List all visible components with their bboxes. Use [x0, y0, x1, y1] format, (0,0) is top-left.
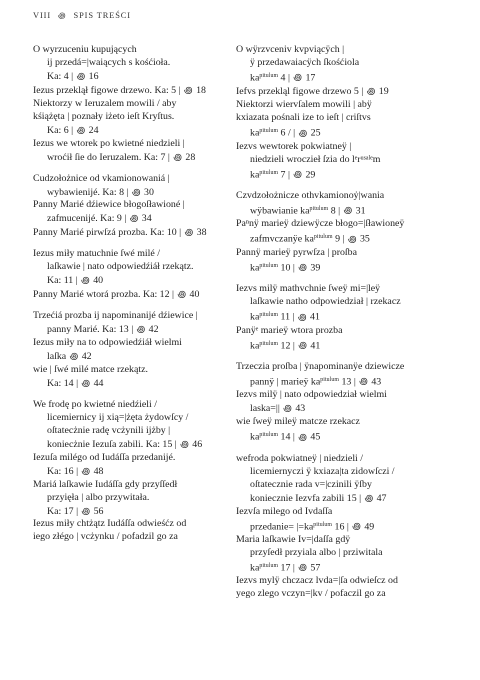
superscript-abbreviation: pitulum: [309, 205, 329, 212]
toc-text: Paⁿnÿ marieÿ dziewÿcze błogo=|ſławioneÿ: [236, 218, 405, 230]
toc-line: [33, 505, 243, 519]
toc-line: [236, 296, 446, 309]
toc-text: wefroda pokwiatneÿ | niedzieli /: [236, 452, 364, 464]
toc-line: [236, 506, 446, 519]
toc-line: [33, 98, 243, 111]
toc-text: Trzeczia proſba | ÿnapominanÿe dziewicze: [236, 361, 405, 373]
toc-line: [33, 261, 243, 274]
toc-text: ka: [250, 562, 260, 574]
toc-text: Ka: 16 |: [47, 465, 81, 477]
toc-text: 42: [146, 324, 159, 336]
toc-line: [236, 389, 446, 402]
toc-text: licemiernicy ij xią=|żęta żydowſcy /: [47, 411, 189, 423]
toc-text: ka: [250, 127, 260, 139]
toc-text: laſka: [47, 351, 69, 363]
toc-text: ka: [250, 431, 260, 443]
toc-text: Pannÿ marieÿ pyrwſza | proſba: [236, 246, 357, 258]
leaf-ornament-icon: ꩜: [81, 505, 91, 516]
toc-text: 40: [90, 275, 104, 287]
toc-text: Mariá laſkawie Iudáſſa gdy przyſſedł: [33, 478, 178, 490]
toc-line: [236, 402, 446, 416]
toc-line: [236, 231, 446, 246]
toc-line: [33, 44, 243, 57]
toc-text: Ka: 6 |: [47, 124, 76, 136]
toc-line: [33, 212, 243, 226]
leaf-ornament-icon: ꩜: [293, 169, 302, 180]
toc-text: 10 |: [278, 262, 298, 274]
toc-text: 35: [357, 233, 370, 245]
toc-text: 4 |: [278, 72, 293, 84]
toc-line: [236, 429, 446, 444]
toc-text: koniecznie Iezvfa zabili 15 |: [250, 492, 364, 504]
toc-line: [236, 112, 446, 125]
toc-line: [33, 399, 243, 412]
toc-line: [33, 138, 243, 151]
toc-text: 24: [86, 124, 99, 136]
toc-text: Panny Marié dźiewice błogoſławioné |: [33, 199, 185, 211]
toc-text: Ka: 14 |: [47, 377, 81, 389]
leaf-ornament-icon: ꩜: [81, 465, 91, 476]
toc-line: [236, 560, 446, 575]
toc-line: [33, 323, 243, 337]
toc-text: iego złégo | vcżynku / pofadzil go za: [33, 531, 178, 543]
leaf-ornament-icon: ꩜: [184, 84, 193, 95]
toc-line: [33, 248, 243, 261]
toc-text: laſkawie natho odpowiedział | rzekacz: [250, 296, 401, 308]
toc-text: 16 |: [332, 521, 352, 532]
leaf-ornament-icon: ꩜: [136, 324, 146, 335]
toc-line: [236, 479, 446, 492]
toc-line: [33, 364, 243, 377]
toc-line: [236, 99, 446, 112]
toc-text: Iezvſa milego od Ivdaſſa: [236, 505, 333, 517]
toc-text: 11 |: [278, 311, 297, 323]
toc-text: przyięła | albo przywitała.: [47, 491, 150, 503]
leaf-ornament-icon: ꩜: [297, 311, 307, 322]
toc-text: ka: [250, 169, 260, 181]
leaf-ornament-icon: ꩜: [359, 376, 368, 387]
toc-line: [33, 288, 243, 302]
toc-text: Maria laſkawie Iv=|daſſa gdÿ: [236, 533, 351, 545]
toc-text: wie | ſwé milé matce rzekątz.: [33, 363, 148, 375]
toc-line: [236, 190, 446, 203]
toc-text: Iezus miły na to odpowiedźiáł wielmi: [33, 337, 182, 349]
superscript-abbreviation: pitulum: [259, 72, 279, 79]
superscript-abbreviation: pitulum: [320, 376, 340, 383]
toc-text: 38: [194, 227, 207, 239]
toc-text: Iezus miły matuchnie ſwé milé /: [33, 248, 160, 260]
toc-text: 19: [376, 86, 389, 98]
toc-line: [236, 283, 446, 296]
toc-text: pannÿ | marieÿ ka: [250, 376, 321, 388]
toc-text: Iezuſa milégo od Iudáſſa przedanijé.: [33, 451, 176, 463]
toc-text: zafmvczanÿe ka: [250, 233, 314, 245]
toc-line: [236, 44, 446, 57]
toc-text: 12 |: [278, 340, 298, 352]
leaf-ornament-icon: ꩜: [58, 11, 67, 20]
toc-text: 16: [86, 70, 99, 82]
toc-text: Panny Marié pirwſzá prozba. Ka: 10 |: [33, 227, 184, 239]
toc-text: Ka: 11 |: [47, 275, 81, 287]
toc-line: [236, 588, 446, 601]
toc-text: 41: [307, 311, 320, 323]
toc-line: [33, 226, 243, 240]
leaf-ornament-icon: ꩜: [69, 351, 79, 362]
toc-line: [236, 85, 446, 99]
toc-line: [33, 377, 243, 391]
toc-text: wÿbawianie ka: [250, 205, 310, 217]
toc-text: ÿ przedawaiacÿch ſkośćiola: [250, 56, 360, 68]
toc-text: Iefvs przekląl figowe drzewo 5 |: [236, 86, 366, 98]
toc-text: 14 |: [278, 431, 298, 443]
toc-text: 7 |: [278, 169, 293, 181]
toc-line: [236, 534, 446, 547]
toc-line: [236, 416, 446, 429]
toc-text: 56: [91, 505, 104, 517]
leaf-ornament-icon: ꩜: [177, 289, 187, 300]
toc-text: 8 |: [328, 205, 343, 217]
toc-line: [33, 425, 243, 438]
left-column-modernized: [33, 44, 243, 544]
toc-line: [236, 70, 446, 85]
toc-text: koniecżnie Iezuſa zabili. Ka: 15 |: [47, 438, 180, 450]
page-number: VIII: [33, 10, 52, 20]
toc-line: [33, 186, 243, 200]
toc-line: [33, 492, 243, 505]
leaf-ornament-icon: ꩜: [298, 262, 307, 273]
toc-text: Panny Marié wtorá prozba. Ka: 12 |: [33, 289, 177, 301]
toc-text: Cudzołożnice od vkamionowaniá |: [33, 172, 170, 184]
toc-text: oſtatecznie rada v=|czinili ÿſby: [250, 478, 372, 490]
leaf-ornament-icon: ꩜: [298, 431, 307, 442]
toc-text: 46: [189, 438, 203, 450]
toc-line: [236, 247, 446, 260]
toc-text: 42: [79, 351, 92, 363]
toc-line: [33, 310, 243, 323]
toc-line: [236, 309, 446, 324]
superscript-abbreviation: pitulum: [259, 128, 279, 135]
right-column-original: [236, 44, 446, 601]
toc-line: [33, 531, 243, 544]
toc-text: laska=||: [250, 403, 283, 415]
toc-text: 9 |: [332, 233, 347, 245]
toc-text: We frodę po kwietné niedźieli /: [33, 398, 157, 410]
toc-text: Iezus we wtorek po kwietné niedzieli |: [33, 137, 185, 149]
toc-text: 6 / |: [278, 127, 298, 139]
toc-line: [33, 84, 243, 98]
toc-text: laſkawie | nato odpowiedźiáł rzekątz.: [47, 261, 194, 273]
toc-text: Iezus przeklął figowe drzewo. Ka: 5 |: [33, 84, 184, 96]
toc-text: Trzećiá prozba ij napominanijé dźiewice |: [33, 310, 198, 322]
toc-text: 45: [307, 431, 321, 443]
toc-text: ij przedá=|waiących s kośćioła.: [47, 56, 171, 68]
toc-line: [236, 325, 446, 338]
leaf-ornament-icon: ꩜: [298, 340, 307, 351]
toc-text: ka: [250, 311, 260, 323]
toc-text: 13 |: [339, 376, 359, 388]
toc-text: ka: [250, 72, 260, 84]
toc-text: 18: [193, 84, 206, 96]
toc-text: Ka: 4 |: [47, 70, 76, 82]
toc-text: 31: [353, 205, 366, 217]
toc-line: [236, 492, 446, 506]
toc-line: [33, 199, 243, 212]
toc-line: [236, 57, 446, 70]
toc-line: [236, 374, 446, 389]
toc-line: [236, 125, 446, 140]
toc-line: [236, 575, 446, 588]
toc-line: [33, 124, 243, 138]
toc-line: [236, 361, 446, 374]
toc-text: licemiernyczi ÿ kxiaza|ta zidowſczi /: [250, 465, 395, 477]
running-header: [33, 9, 131, 21]
toc-text: kśiążęta | poznały iżeto ieſt Kryſtus.: [33, 110, 175, 122]
toc-line: [33, 465, 243, 479]
toc-text: Iezvs mylÿ chczacz lvda=|ſa odwieſcz od: [236, 575, 398, 587]
toc-text: 41: [307, 340, 321, 352]
toc-text: Niektorzi wiervſalem mowili | abÿ: [236, 99, 372, 111]
toc-text: Iezus miły chtżątz Iudáſſa odwieśćz od: [33, 518, 187, 530]
toc-line: [33, 70, 243, 84]
toc-text: 39: [307, 262, 321, 274]
leaf-ornament-icon: ꩜: [352, 521, 361, 531]
toc-text: 30: [141, 186, 154, 198]
toc-line: [33, 173, 243, 186]
leaf-ornament-icon: ꩜: [184, 227, 194, 238]
toc-text: Niektorzy w Ieruzalem mowili / aby: [33, 97, 177, 109]
toc-text: Panÿᵉ marieÿ wtora prozba: [236, 324, 343, 336]
toc-text: O wyrzuceniu kupujących: [33, 44, 137, 55]
toc-text: oſtatecżnie radę vcżynili ijżby |: [47, 424, 171, 436]
toc-line: [236, 260, 446, 275]
superscript-abbreviation: pitulum: [259, 340, 279, 347]
toc-text: przedanie= |=ka: [250, 521, 314, 532]
toc-line: [33, 452, 243, 465]
toc-text: 34: [139, 213, 152, 225]
toc-line: [236, 203, 446, 218]
toc-text: yego zlego vczyn=|kv / pofaczil go za: [236, 588, 386, 600]
toc-line: [33, 274, 243, 288]
toc-line: [33, 350, 243, 364]
toc-text: panny Marié. Ka: 13 |: [47, 324, 136, 336]
toc-line: [33, 337, 243, 350]
toc-line: [236, 547, 446, 560]
toc-text: 25: [308, 127, 321, 139]
superscript-abbreviation: pitulum: [259, 562, 279, 569]
toc-text: wroćił ſie do Ieruzalem. Ka: 7 |: [47, 151, 173, 163]
toc-text: 43: [292, 403, 306, 415]
toc-line: [236, 338, 446, 353]
leaf-ornament-icon: ꩜: [347, 233, 357, 244]
superscript-abbreviation: pitulum: [259, 432, 279, 439]
header-title: SPIS TREŚCI: [73, 10, 131, 20]
toc-line: [236, 519, 446, 534]
leaf-ornament-icon: ꩜: [76, 70, 86, 81]
leaf-ornament-icon: ꩜: [293, 72, 302, 83]
leaf-ornament-icon: ꩜: [343, 205, 353, 216]
toc-text: 17: [302, 72, 316, 84]
toc-text: wybawienijé. Ka: 8 |: [47, 186, 131, 198]
toc-text: ka: [250, 262, 260, 274]
toc-text: 57: [307, 562, 321, 574]
toc-line: [33, 479, 243, 492]
toc-text: 43: [368, 376, 382, 388]
leaf-ornament-icon: ꩜: [180, 438, 189, 449]
superscript-abbreviation: pitulum: [313, 521, 333, 528]
toc-text: Ka: 17 |: [47, 505, 81, 517]
toc-text: 49: [361, 521, 375, 532]
superscript-abbreviation: pitulum: [259, 312, 279, 319]
superscript-abbreviation: pitulum: [313, 234, 333, 241]
toc-line: [33, 518, 243, 531]
toc-text: 29: [302, 169, 316, 181]
toc-text: Iezvs wewtorek pokwiatneÿ |: [236, 140, 352, 152]
toc-text: 44: [91, 377, 104, 389]
toc-line: [236, 154, 446, 167]
leaf-ornament-icon: ꩜: [81, 275, 90, 286]
superscript-abbreviation: pitulum: [259, 169, 279, 176]
superscript-abbreviation: pitulum: [259, 262, 279, 269]
toc-text: niedzieli wroczieł ſzia do lᵉrᵘˢᵃˡᵉm: [250, 153, 381, 165]
leaf-ornament-icon: ꩜: [173, 151, 182, 162]
toc-line: [236, 466, 446, 479]
leaf-ornament-icon: ꩜: [298, 127, 308, 138]
toc-text: O wÿrzvceniv kvpviącÿch |: [236, 44, 345, 55]
leaf-ornament-icon: ꩜: [298, 562, 307, 573]
toc-text: zafmucenijé. Ka: 9 |: [47, 213, 129, 225]
leaf-ornament-icon: ꩜: [131, 186, 141, 197]
toc-line: [236, 218, 446, 231]
leaf-ornament-icon: ꩜: [129, 213, 139, 224]
toc-line: [33, 151, 243, 165]
toc-text: 47: [374, 492, 387, 504]
toc-line: [236, 141, 446, 154]
leaf-ornament-icon: ꩜: [76, 124, 86, 135]
toc-text: Iezvs milÿ | nato odpowiedział wielmi: [236, 389, 387, 401]
toc-line: [33, 57, 243, 70]
toc-text: 28: [182, 151, 196, 163]
leaf-ornament-icon: ꩜: [364, 492, 374, 503]
toc-text: 48: [91, 465, 104, 477]
toc-text: 17 |: [278, 562, 298, 574]
toc-text: kxiazata pośnali ize to ieſt | criſtvs: [236, 112, 371, 124]
toc-line: [236, 453, 446, 466]
toc-line: [236, 167, 446, 182]
toc-text: wie ſweÿ mileÿ matcze rzekacz: [236, 416, 360, 428]
toc-line: [33, 111, 243, 124]
toc-text: ka: [250, 340, 260, 352]
toc-text: przyſedł przyiala albo | prziwitala: [250, 546, 383, 558]
leaf-ornament-icon: ꩜: [283, 403, 292, 414]
toc-text: Iezvs milÿ mathvchnie ſweÿ mi=|leÿ: [236, 283, 381, 295]
leaf-ornament-icon: ꩜: [81, 377, 91, 388]
toc-text: 40: [187, 289, 200, 301]
leaf-ornament-icon: ꩜: [366, 86, 376, 97]
toc-line: [33, 412, 243, 425]
toc-text: Czvdzołożnicze othvkamionoẏ|wania: [236, 190, 385, 202]
toc-line: [33, 438, 243, 452]
